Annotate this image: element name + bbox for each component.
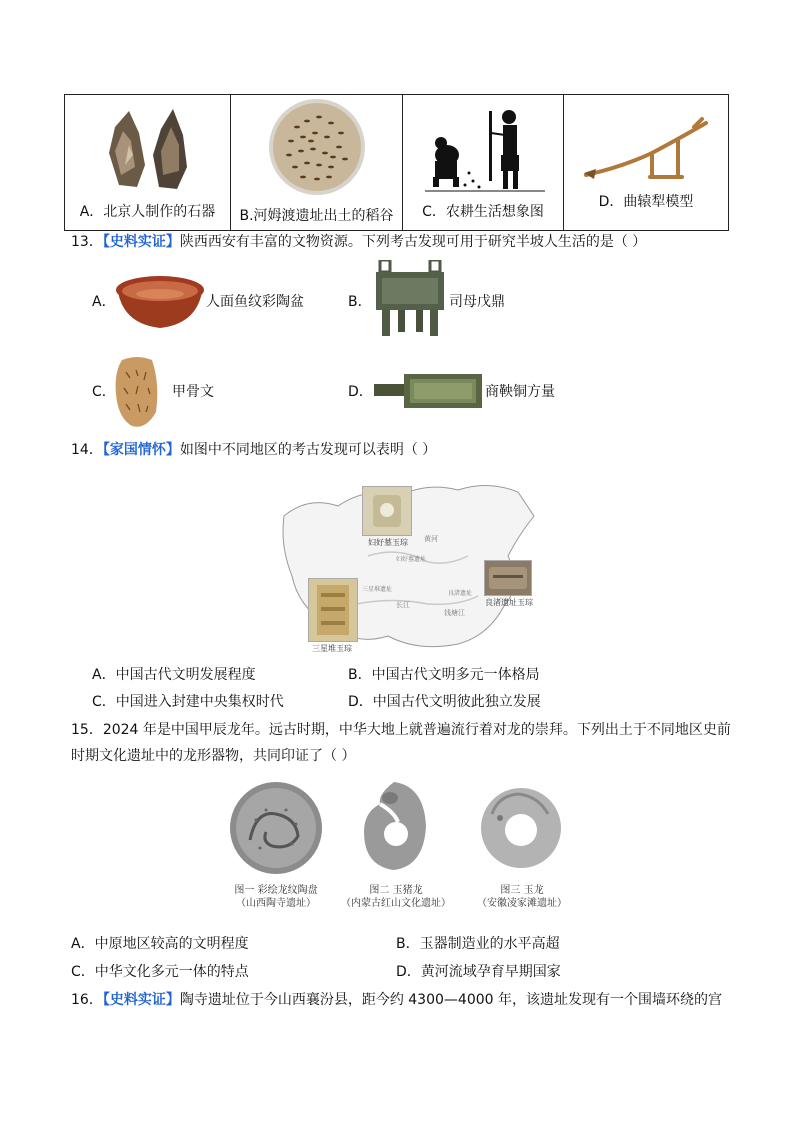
q12-option-d[interactable] [564,95,728,230]
q14-text: 如图中不同地区的考古发现可以表明（ ） [179,442,437,458]
q13-stem [71,232,646,252]
q15-option-b[interactable]: B．玉器制造业的水平高超 [396,936,560,952]
q14-map-figure [278,476,544,656]
q13-number: 13． [71,234,103,250]
huanghe-label: 黄河 [424,535,438,543]
q13-option-d-label: 商鞅铜方量 [485,384,555,400]
fuhao-site-label: 妇好墓遗址 [396,556,427,563]
shang-yang-bronze-measure-photo [374,374,482,408]
q14-number: 14． [71,442,103,458]
jade-dragon-photo [478,784,564,872]
changjiang-label: 长江 [396,601,410,609]
figure3-title: 图三 玉龙 [500,885,544,896]
painted-pottery-basin-photo [114,272,206,332]
q14-option-c[interactable]: C．中国进入封建中央集权时代 [92,694,284,710]
q15-option-a[interactable]: A．中原地区较高的文明程度 [71,936,249,952]
q12-option-c-label: C．农耕生活想象图 [422,204,544,220]
figure1-title: 图一 彩绘龙纹陶盘 [234,885,318,896]
farming-illustration [425,103,545,195]
q13-tag: 【史料实证】 [102,234,180,250]
simuwu-ding-photo [372,260,448,338]
q16-number: 16． [71,992,103,1008]
jade-pig-dragon-photo [354,776,434,876]
liangzhu-jade-cong-photo [484,560,532,596]
painted-dragon-plate-photo [226,780,326,876]
liangzhu-site-label: 良渚遗址 [448,590,473,597]
q16-stem [71,990,722,1010]
q16-tag: 【史料实证】 [102,992,180,1008]
figure2-caption [334,884,458,910]
figure1-site: （山西陶寺遗址） [236,898,316,909]
q14-option-b[interactable]: B．中国古代文明多元一体格局 [348,667,540,683]
curved-plow-model [582,117,712,183]
q13-option-b-label: 司母戊鼎 [449,294,505,310]
q15-stem-line2: 时期文化遗址中的龙形器物，共同印证了（ ） [71,748,356,764]
figure2-title: 图二 玉猪龙 [369,885,423,896]
q12-option-table [64,94,729,231]
figure3-caption [460,884,584,910]
stone-tools-photo [101,105,201,193]
q13-option-c-letter[interactable]: C． [92,384,116,400]
fuhao-jade-cong-photo [362,486,412,536]
q14-tag: 【家国情怀】 [102,442,180,458]
q12-option-a-label: A．北京人制作的石器 [79,204,216,220]
figure3-site: （安徽凌家滩遗址） [477,898,567,909]
q14-stem [71,440,436,460]
q15-stem-line1: 15．2024 年是中国甲辰龙年。远古时期，中华大地上就普遍流行着对龙的崇拜。下列出土于不同地区史前 [71,722,731,738]
q14-option-d[interactable]: D．中国古代文明彼此独立发展 [348,694,541,710]
q13-option-a-label: 人面鱼纹彩陶盆 [206,294,304,310]
q13-text: 陕西西安有丰富的文物资源。下列考古发现可用于研究半坡人生活的是（ ） [179,234,647,250]
figure2-site: （内蒙古红山文化遗址） [341,898,451,909]
oracle-bone-photo [112,354,162,430]
q12-option-c[interactable] [403,95,564,230]
qiantang-label: 钱塘江 [444,609,465,617]
figure1-caption [212,884,340,910]
q15-option-c[interactable]: C．中华文化多元一体的特点 [71,964,249,980]
sanxingdui-site-label: 三星堆遗址 [362,586,393,593]
q12-option-b[interactable] [231,95,403,230]
q12-option-b-label: B.河姆渡遗址出土的稻谷 [239,208,394,224]
fuhao-label: 妇好墓玉琮 [368,538,408,547]
q15-figures [212,772,582,918]
liangzhu-label: 良渚遗址玉琮 [485,598,533,607]
rice-grains-photo [267,97,367,197]
q12-option-a[interactable] [65,95,231,230]
sanxingdui-label: 三星堆玉琮 [312,644,352,653]
q13-option-c-label: 甲骨文 [172,384,214,400]
q15-option-d[interactable]: D．黄河流域孕育早期国家 [396,964,561,980]
q16-text: 陶寺遗址位于今山西襄汾县，距今约 4300—4000 年，该遗址发现有一个围墙环绕的宫 [179,992,722,1008]
q12-option-d-label: D．曲辕犁模型 [598,194,694,210]
q13-option-a-letter[interactable]: A． [92,294,116,310]
q14-option-a[interactable]: A．中国古代文明发展程度 [92,667,256,683]
q13-option-d-letter[interactable]: D． [348,384,373,400]
q13-option-b-letter[interactable]: B． [348,294,372,310]
sanxingdui-jade-cong-photo [308,578,358,642]
